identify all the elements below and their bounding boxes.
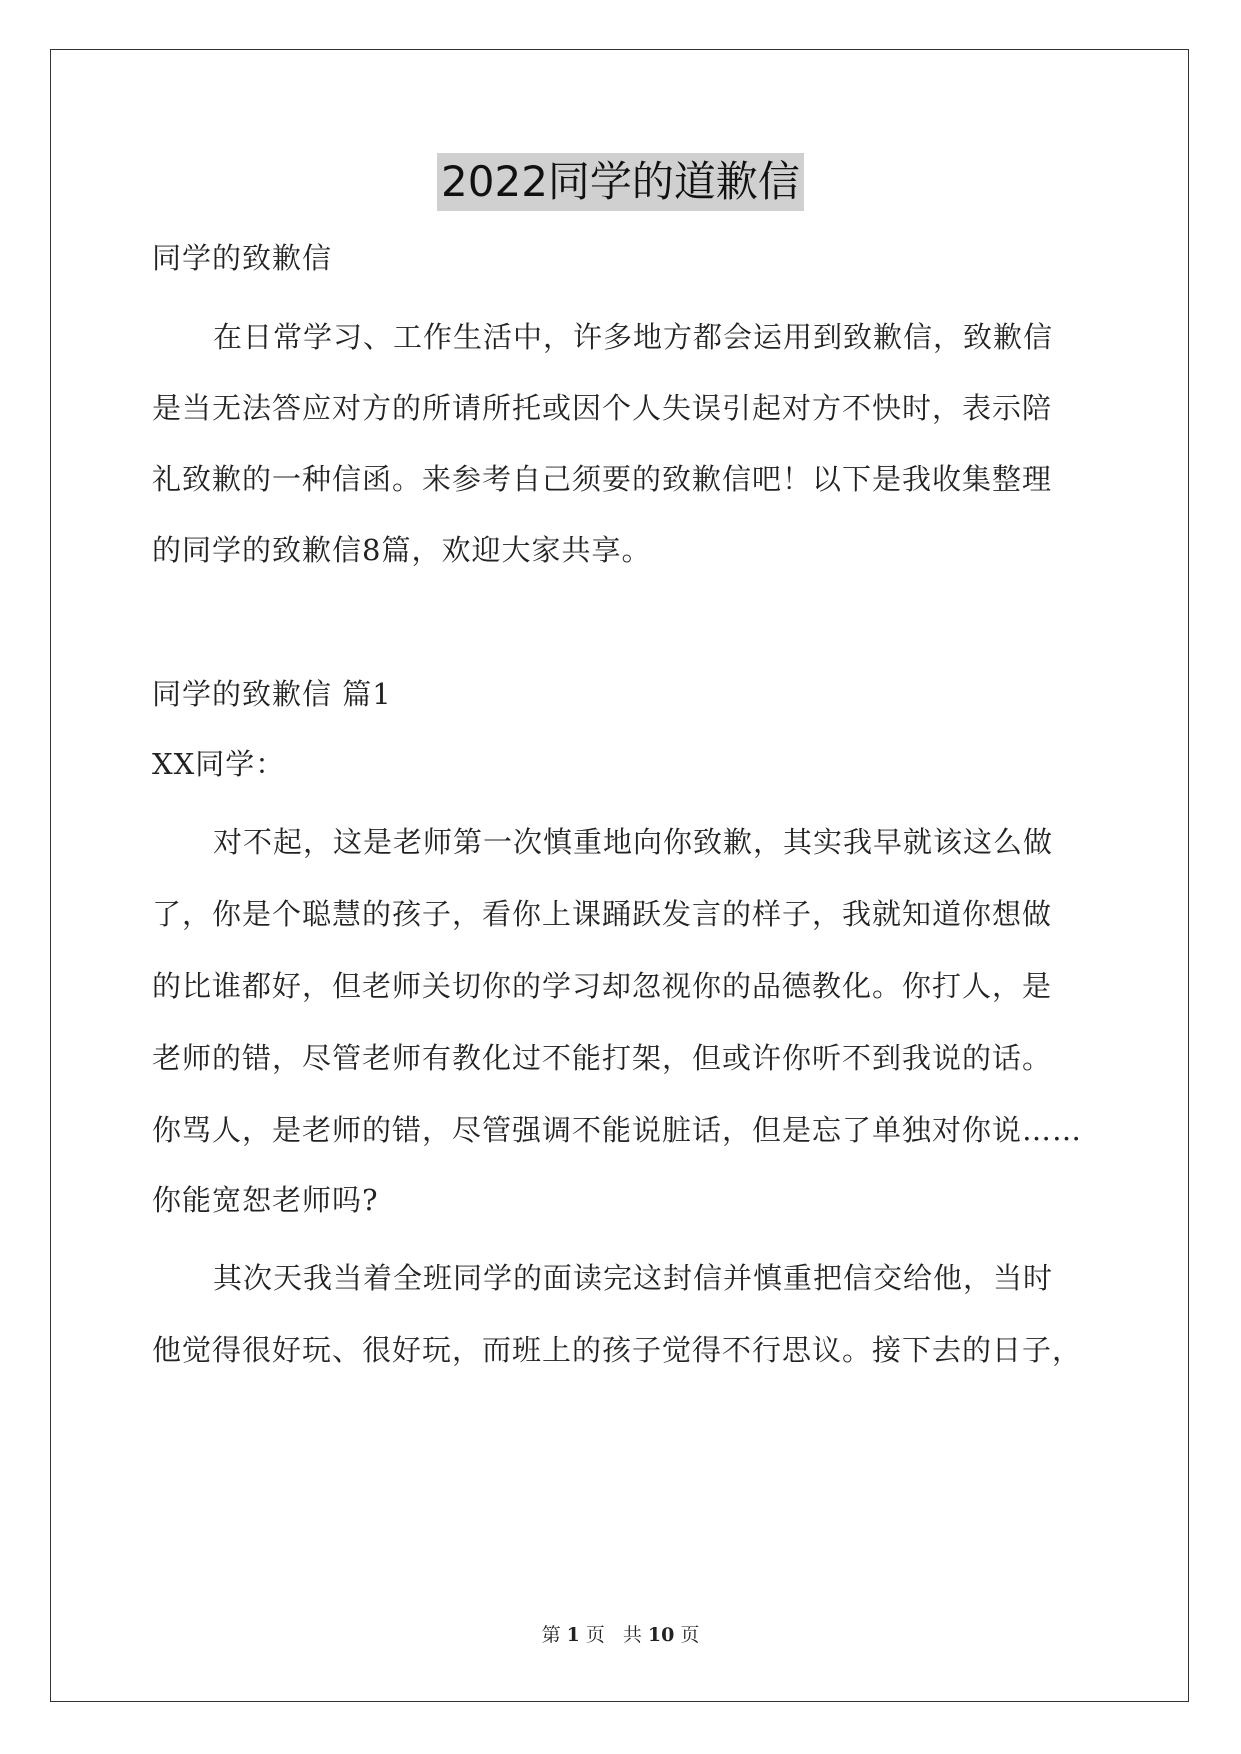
paragraph-line: 你骂人，是老师的错，尽管强调不能说脏话，但是忘了单独对你说…… bbox=[152, 1113, 1083, 1147]
page-prefix: 第 bbox=[541, 1624, 561, 1646]
salutation: XX同学： bbox=[152, 747, 286, 781]
letter-heading: 同学的致歉信 篇1 bbox=[152, 677, 392, 711]
page-mid: 页 bbox=[585, 1624, 605, 1646]
total-pages: 10 bbox=[647, 1624, 675, 1646]
paragraph-line: 礼致歉的一种信函。来参考自己须要的致歉信吧！以下是我收集整理 bbox=[152, 462, 1053, 496]
total-indicator bbox=[620, 1624, 702, 1646]
paragraph-line: 他觉得很好玩、很好玩，而班上的孩子觉得不行思议。接下去的日子， bbox=[152, 1333, 1083, 1367]
paragraph-line: 你能宽恕老师吗? bbox=[152, 1183, 379, 1217]
title-container bbox=[0, 153, 1241, 211]
paragraph-line: 的同学的致歉信8篇，欢迎大家共享。 bbox=[152, 533, 652, 567]
page-indicator bbox=[539, 1624, 608, 1646]
paragraph-line: 了，你是个聪慧的孩子，看你上课踊跃发言的样子，我就知道你想做 bbox=[152, 897, 1053, 931]
total-prefix: 共 bbox=[622, 1624, 642, 1646]
total-suffix: 页 bbox=[680, 1624, 700, 1646]
paragraph-line: 在日常学习、工作生活中，许多地方都会运用到致歉信，致歉信 bbox=[213, 320, 1054, 354]
section-heading: 同学的致歉信 bbox=[152, 241, 333, 275]
paragraph-line: 对不起，这是老师第一次慎重地向你致歉，其实我早就该这么做 bbox=[213, 825, 1054, 859]
document-title: 2022同学的道歉信 bbox=[437, 153, 804, 211]
paragraph-line: 是当无法答应对方的所请所托或因个人失误引起对方不快时，表示陪 bbox=[152, 391, 1053, 425]
page-footer bbox=[0, 1622, 1241, 1648]
paragraph-line: 其次天我当着全班同学的面读完这封信并慎重把信交给他，当时 bbox=[213, 1261, 1054, 1295]
paragraph-line: 的比谁都好，但老师关切你的学习却忽视你的品德教化。你打人，是 bbox=[152, 969, 1053, 1003]
current-page: 1 bbox=[566, 1624, 580, 1646]
page-border bbox=[50, 49, 1189, 1702]
paragraph-line: 老师的错，尽管老师有教化过不能打架，但或许你听不到我说的话。 bbox=[152, 1041, 1053, 1075]
